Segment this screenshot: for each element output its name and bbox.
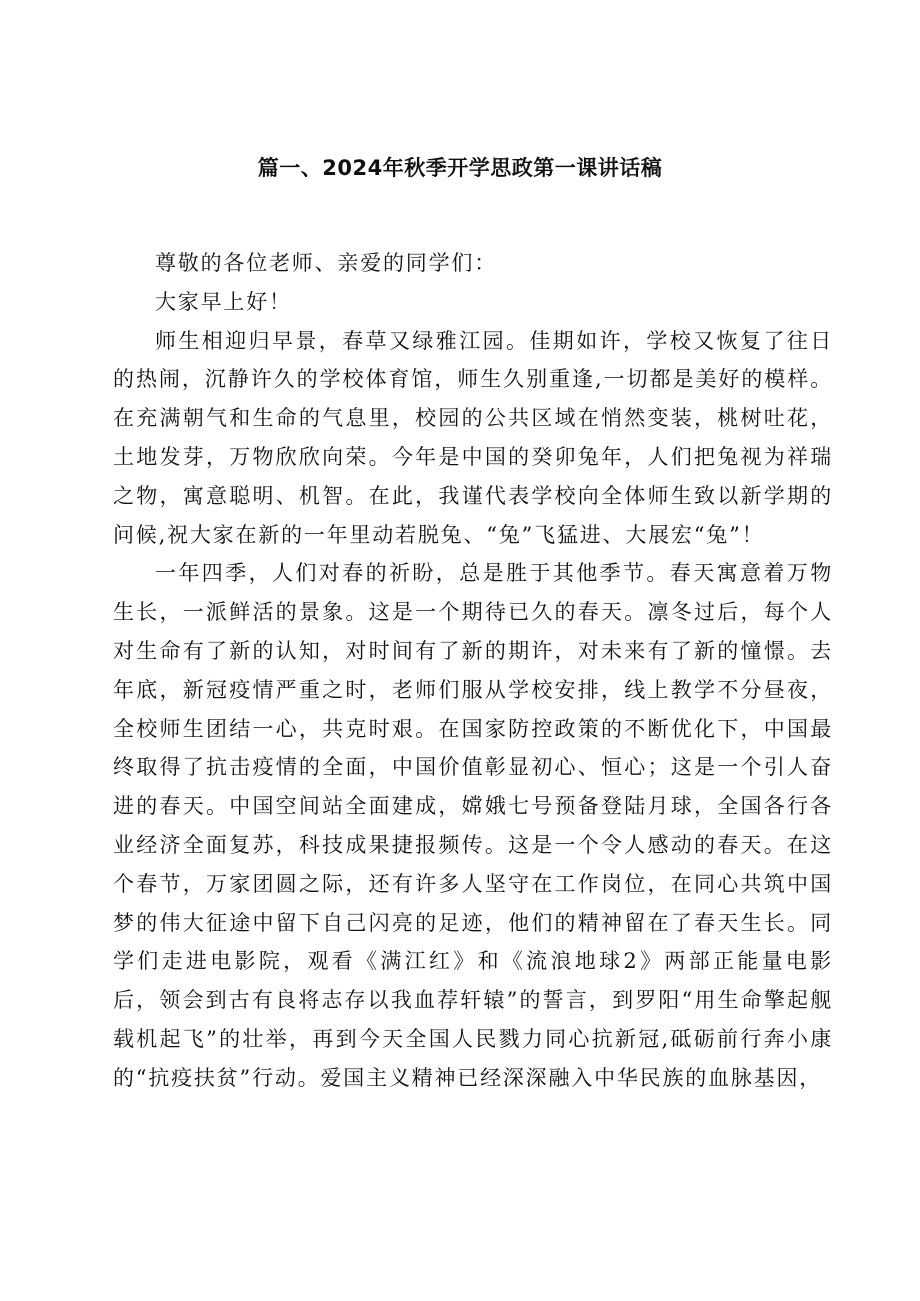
greeting-paragraph: 大家早上好！ <box>155 289 292 314</box>
body-paragraph: 一年四季，人们对春的祈盼，总是胜于其他季节。春天寓意着万物生长，一派鲜活的景象。这是一个期待已久的春天。凛冬过后，每个人对生命有了新的认知，对时间有了新的期许，对未来有了新的憧憬。去年底，新冠疫情严重之时，老师们服从学校安排，线上教学不分昼夜，全校师生团结一心，共克时艰。在国家防控政策的不断优化下，中国最终取得了抗击疫情的全面，中国价值彰显初心、恒心；这是一个引人奋进的春天。中国空间站全面建成，嫦娥七号预备登陆月球，全国各行各业经济全面复苏，科技成果捷报频传。这是一个令人感动的春天。在这个春节，万家团圆之际，还有许多人坚守在工作岗位，在同心共筑中国梦的伟大征途中留下自己闪亮的足迹，他们的精神留在了春天生长。同学们走进电影院，观看《满江红》和《流浪地球2》两部正能量电影后，领会到古有良将志存以我血荐轩辕”的誓言，到罗阳“用生命擎起舰载机起飞”的壮举，再到今天全国人民戮力同心抗新冠,砥砺前行奔小康的“抗疫扶贫”行动。爱国主义精神已经深深融入中华民族的血脉基因， <box>113 561 833 1090</box>
document-body <box>113 244 833 1098</box>
document-title: 篇一、2024年秋季开学思政第一课讲话稿 <box>257 156 663 180</box>
salutation-paragraph: 尊敬的各位老师、亲爱的同学们： <box>155 251 497 275</box>
body-paragraph: 师生相迎归早景，春草又绿雅江园。佳期如许，学校又恢复了往日的热闹，沉静许久的学校体育馆，师生久别重逢,一切都是美好的模样。在充满朝气和生命的气息里，校园的公共区域在悄然变装，桃树吐花，土地发芽，万物欣欣向荣。今年是中国的癸卯兔年，人们把兔视为祥瑞之物，寓意聪明、机智。在此，我谨代表学校向全体师生致以新学期的问候,祝大家在新的一年里动若脱兔、“兔”飞猛进、大展宏“兔”！ <box>113 328 833 547</box>
